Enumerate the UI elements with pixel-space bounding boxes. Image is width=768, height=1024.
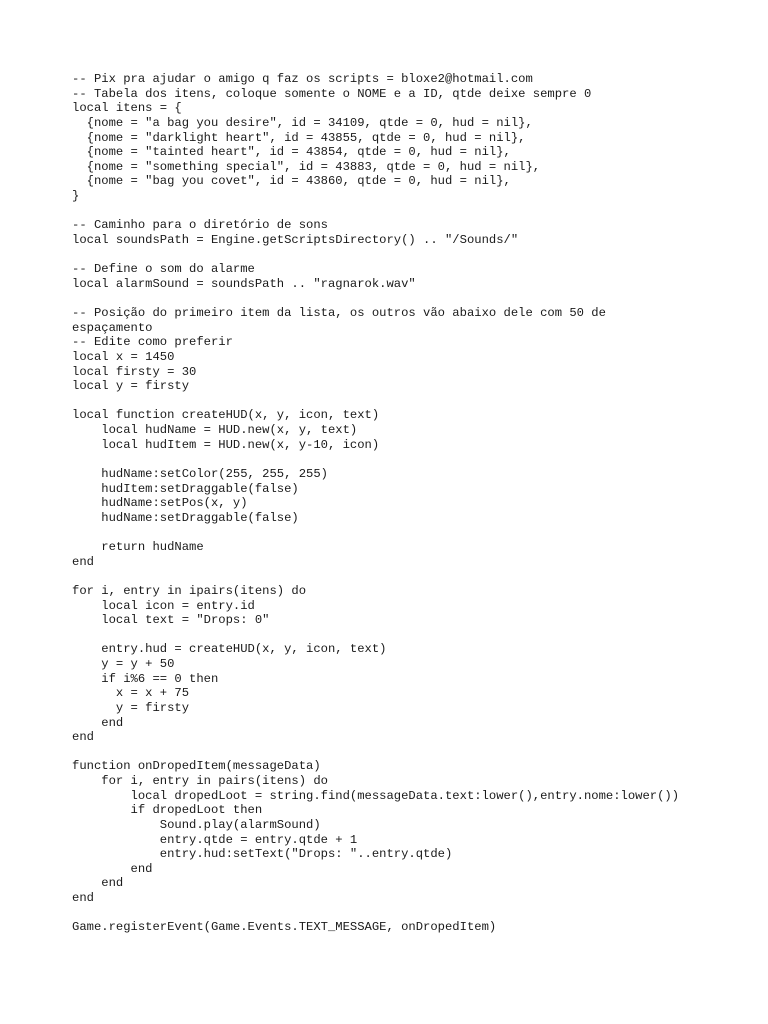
code-line: end	[72, 891, 94, 905]
code-line: local firsty = 30	[72, 364, 197, 379]
code-line: hudItem:setDraggable(false)	[72, 481, 299, 496]
code-line: end	[72, 861, 153, 876]
code-listing	[72, 72, 679, 935]
code-line: local itens = {	[72, 101, 182, 116]
code-line	[72, 745, 679, 760]
code-line: entry.hud = createHUD(x, y, icon, text)	[72, 642, 387, 657]
code-line	[72, 525, 679, 540]
code-line: function onDropedItem(messageData)	[72, 759, 321, 774]
code-line: end	[72, 554, 94, 569]
code-line: if dropedLoot then	[72, 803, 263, 818]
code-line: local x = 1450	[72, 349, 175, 364]
code-line: -- Posição do primeiro item da lista, os outros vão abaixo dele com 50 de	[72, 306, 606, 320]
code-line: }	[72, 189, 80, 203]
code-line: local hudItem = HUD.new(x, y-10, icon)	[72, 437, 380, 452]
code-line: Game.registerEvent(Game.Events.TEXT_MESSAGE, onDropedItem)	[72, 920, 497, 935]
code-line: end	[72, 730, 94, 745]
code-line	[72, 452, 679, 467]
code-line: entry.hud:setText("Drops: "..entry.qtde)	[72, 847, 453, 862]
code-line	[72, 291, 679, 306]
code-line: -- Define o som do alarme	[72, 262, 255, 277]
code-line: end	[72, 715, 124, 730]
code-line	[72, 394, 679, 409]
code-line: {nome = "darklight heart", id = 43855, qtde = 0, hud = nil},	[72, 130, 526, 145]
code-line: local soundsPath = Engine.getScriptsDirectory() .. "/Sounds/"	[72, 232, 519, 247]
code-line	[72, 204, 679, 219]
code-line: x = x + 75	[72, 686, 190, 701]
code-line: -- Caminho para o diretório de sons	[72, 218, 328, 233]
code-line: {nome = "a bag you desire", id = 34109, qtde = 0, hud = nil},	[72, 115, 533, 130]
code-line: local dropedLoot = string.find(messageData.text:lower(),entry.nome:lower())	[72, 788, 680, 803]
code-line: entry.qtde = entry.qtde + 1	[72, 832, 358, 847]
code-line: -- Pix pra ajudar o amigo q faz os scripts = bloxe2@hotmail.com	[72, 72, 533, 86]
code-line: if i%6 == 0 then	[72, 671, 219, 686]
code-line	[72, 906, 679, 921]
code-line: local alarmSound = soundsPath .. "ragnarok.wav"	[72, 276, 416, 291]
code-line	[72, 248, 679, 263]
code-line: local hudName = HUD.new(x, y, text)	[72, 423, 358, 437]
code-line: Sound.play(alarmSound)	[72, 817, 321, 832]
code-line: -- Tabela dos itens, coloque somente o NOME e a ID, qtde deixe sempre 0	[72, 86, 592, 101]
code-line: {nome = "bag you covet", id = 43860, qtde = 0, hud = nil},	[72, 174, 511, 189]
code-line: end	[72, 876, 124, 891]
code-line: for i, entry in pairs(itens) do	[72, 774, 328, 788]
code-line: hudName:setPos(x, y)	[72, 496, 248, 511]
code-line: local function createHUD(x, y, icon, text)	[72, 408, 380, 423]
code-line: for i, entry in ipairs(itens) do	[72, 583, 307, 598]
code-line: local y = firsty	[72, 379, 190, 394]
code-line: hudName:setColor(255, 255, 255)	[72, 466, 328, 481]
code-line: return hudName	[72, 540, 204, 554]
code-line: local text = "Drops: 0"	[72, 613, 270, 628]
code-line: y = y + 50	[72, 657, 175, 671]
code-line: {nome = "tainted heart", id = 43854, qtde = 0, hud = nil},	[72, 145, 511, 160]
code-line	[72, 628, 679, 643]
code-line	[72, 569, 679, 584]
code-line: {nome = "something special", id = 43883, qtde = 0, hud = nil},	[72, 159, 541, 174]
code-line: y = firsty	[72, 700, 190, 715]
code-line: espaçamento	[72, 320, 153, 335]
code-line: local icon = entry.id	[72, 598, 255, 613]
code-line: -- Edite como preferir	[72, 335, 233, 350]
code-line: hudName:setDraggable(false)	[72, 510, 299, 525]
